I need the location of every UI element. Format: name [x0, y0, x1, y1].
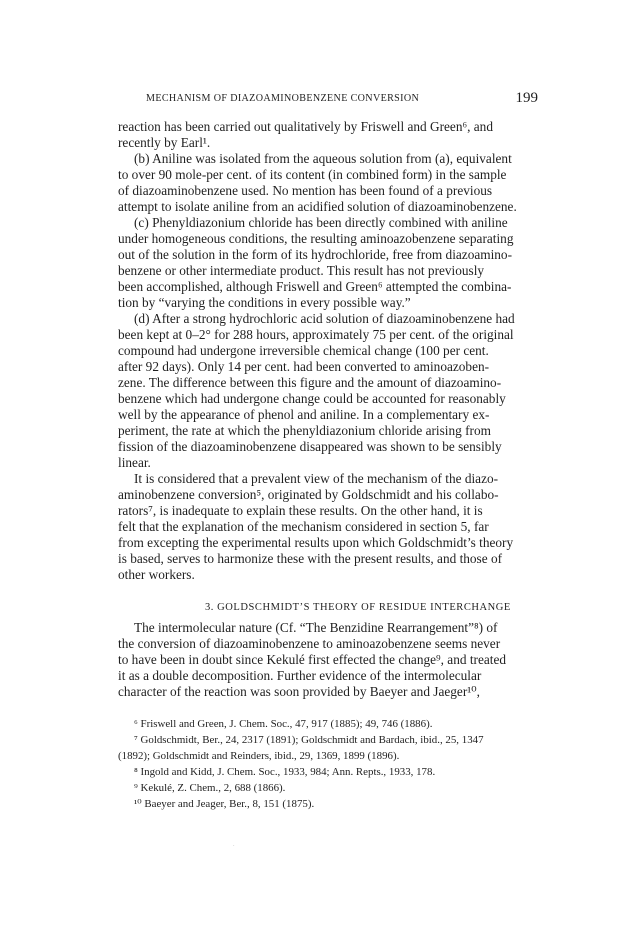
body-line: It is considered that a prevalent view of the mechanism of the diazo- [134, 471, 499, 486]
body-line: it as a double decomposition. Further evidence of the intermolecular [118, 668, 482, 683]
body-line: (b) Aniline was isolated from the aqueous solution from (a), equivalent [134, 151, 512, 166]
body-line: been kept at 0–2° for 288 hours, approximately 75 per cent. of the original [118, 327, 514, 342]
body-line: benzene or other intermediate product. This result has not previously [118, 263, 485, 278]
body-line: zene. The difference between this figure and the amount of diazoamino- [118, 375, 502, 390]
body-line: under homogeneous conditions, the resulting aminoazobenzene separating [118, 231, 514, 246]
body-line: (c) Phenyldiazonium chloride has been directly combined with aniline [134, 215, 508, 230]
section-heading: 3. GOLDSCHMIDT’S THEORY OF RESIDUE INTERCHANGE [205, 602, 511, 613]
body-line: to have been in doubt since Kekulé first effected the change⁹, and treated [118, 652, 506, 667]
body-line: The intermolecular nature (Cf. “The Benzidine Rearrangement”⁸) of [134, 620, 498, 635]
body-line: after 92 days). Only 14 per cent. had been converted to aminoazoben- [118, 359, 490, 374]
body-line: out of the solution in the form of its hydrochloride, free from diazoamino- [118, 247, 513, 262]
footnote: (1892); Goldschmidt and Reinders, ibid., 29, 1369, 1899 (1896). [118, 750, 400, 762]
body-line: periment, the rate at which the phenyldiazonium chloride arising from [118, 423, 491, 438]
body-line: character of the reaction was soon provided by Baeyer and Jaeger¹⁰, [118, 684, 480, 699]
body-line: from excepting the experimental results upon which Goldschmidt’s theory [118, 535, 514, 550]
body-line: felt that the explanation of the mechanism considered in section 5, far [118, 519, 489, 534]
body-line: tion by “varying the conditions in every possible way.” [118, 295, 411, 310]
running-head [118, 90, 538, 108]
body-line: rators⁷, is inadequate to explain these results. On the other hand, it is [118, 503, 483, 518]
print-speck: · [233, 844, 235, 849]
footnote: ⁸ Ingold and Kidd, J. Chem. Soc., 1933, 984; Ann. Repts., 1933, 178. [134, 766, 436, 778]
body-line: to over 90 mole-per cent. of its content (in combined form) in the sample [118, 167, 507, 182]
footnote: ¹⁰ Baeyer and Jeager, Ber., 8, 151 (1875). [134, 798, 315, 810]
body-line: attempt to isolate aniline from an acidified solution of diazoaminobenzene. [118, 199, 517, 214]
body-line: the conversion of diazoaminobenzene to aminoazobenzene seems never [118, 636, 501, 651]
body-line: compound had undergone irreversible chemical change (100 per cent. [118, 343, 489, 358]
footnote: ⁷ Goldschmidt, Ber., 24, 2317 (1891); Goldschmidt and Bardach, ibid., 25, 1347 [134, 734, 484, 746]
body-line: recently by Earl¹. [118, 135, 211, 150]
running-title: MECHANISM OF DIAZOAMINOBENZENE CONVERSION [146, 93, 420, 104]
footnote: ⁶ Friswell and Green, J. Chem. Soc., 47, 917 (1885); 49, 746 (1886). [134, 718, 433, 730]
body-line: well by the appearance of phenol and aniline. In a complementary ex- [118, 407, 490, 422]
body-line: (d) After a strong hydrochloric acid solution of diazoaminobenzene had [134, 311, 515, 326]
page-number: 199 [515, 90, 538, 106]
footnote: ⁹ Kekulé, Z. Chem., 2, 688 (1866). [134, 782, 286, 794]
body-line: is based, serves to harmonize these with the present results, and those of [118, 551, 503, 566]
body-line: other workers. [118, 567, 195, 582]
body-line: of diazoaminobenzene used. No mention has been found of a previous [118, 183, 493, 198]
body-line: aminobenzene conversion⁵, originated by Goldschmidt and his collabo- [118, 487, 499, 502]
body-line: reaction has been carried out qualitatively by Friswell and Green⁶, and [118, 119, 493, 134]
body-line: linear. [118, 455, 151, 470]
body-line: fission of the diazoaminobenzene disappeared was shown to be sensibly [118, 439, 502, 454]
body-line: benzene which had undergone change could be accounted for reasonably [118, 391, 506, 406]
body-line: been accomplished, although Friswell and Green⁶ attempted the combina- [118, 279, 512, 294]
